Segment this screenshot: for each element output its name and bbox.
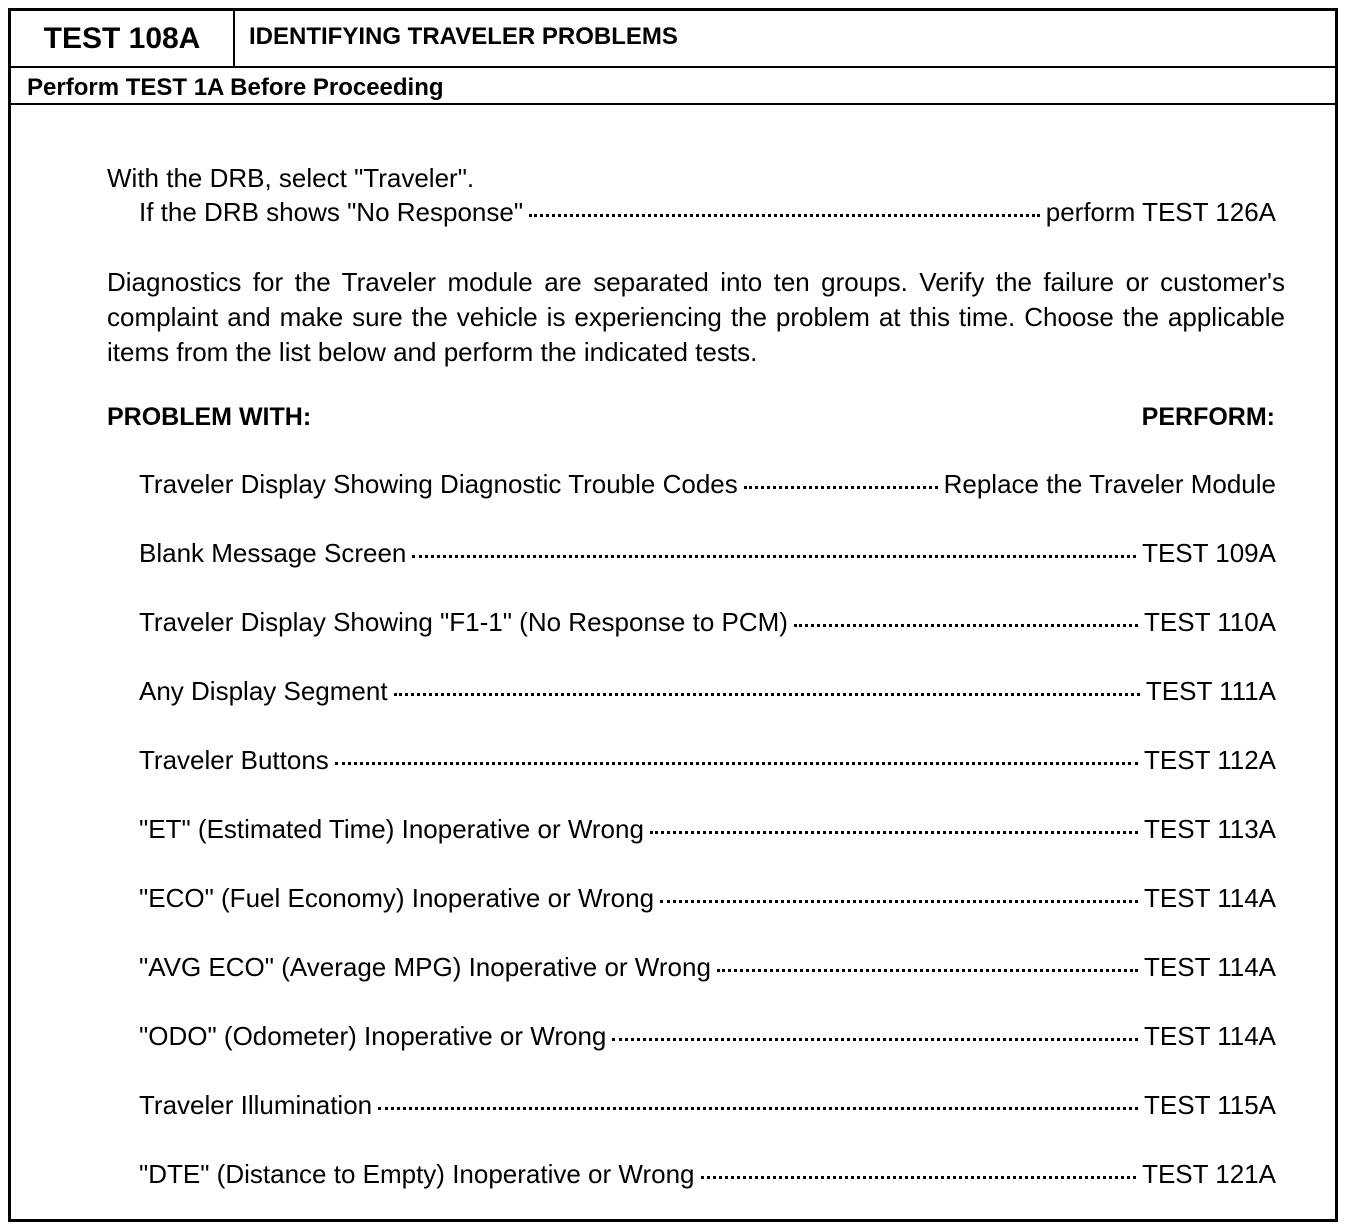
problem-label: "ET" (Estimated Time) Inoperative or Wrong [139, 814, 644, 844]
intro-line: With the DRB, select "Traveler". [107, 163, 475, 193]
leader-dots [794, 624, 1138, 627]
perform-action: TEST 114A [1144, 952, 1276, 982]
perform-action: Replace the Traveler Module [943, 469, 1276, 499]
problem-label: "ECO" (Fuel Economy) Inoperative or Wrong [139, 883, 655, 913]
perform-action: TEST 109A [1142, 538, 1276, 568]
leader-dots [701, 1176, 1137, 1179]
leader-dots [529, 214, 1040, 217]
problem-row [139, 952, 1276, 983]
leader-dots [378, 1107, 1138, 1110]
instruction-paragraph: Diagnostics for the Traveler module are separated into ten groups. Verify the failure or customer's complaint and make sure the vehicle is experiencing the problem at this time. Choose the applicable items from the list below and perform the indicated tests. [107, 267, 1285, 367]
perform-action: TEST 121A [1142, 1159, 1276, 1189]
problem-row [139, 814, 1276, 845]
problem-row [139, 745, 1276, 776]
intro-condition-label: If the DRB shows "No Response" [139, 197, 524, 227]
problem-label: Blank Message Screen [139, 538, 407, 568]
perform-action: TEST 113A [1144, 814, 1276, 844]
leader-dots [394, 693, 1140, 696]
leader-dots [612, 1038, 1138, 1041]
perform-action: TEST 111A [1145, 676, 1276, 706]
problem-row [139, 1090, 1276, 1121]
problem-row [139, 538, 1276, 569]
problem-label: Traveler Illumination [139, 1090, 373, 1120]
intro-condition-row [139, 197, 1276, 228]
problem-row [139, 1021, 1276, 1052]
perform-action: TEST 114A [1144, 1021, 1276, 1051]
problem-header: PROBLEM WITH: [107, 403, 312, 431]
problem-label: Traveler Display Showing "F1-1" (No Response to PCM) [139, 607, 788, 637]
problem-row [139, 1159, 1276, 1190]
problem-label: "DTE" (Distance to Empty) Inoperative or Wrong [139, 1159, 695, 1189]
problem-row [139, 676, 1276, 707]
leader-dots [650, 831, 1138, 834]
prerequisite-row [11, 68, 1335, 105]
perform-action: TEST 110A [1144, 607, 1276, 637]
problem-label: "ODO" (Odometer) Inoperative or Wrong [139, 1021, 607, 1051]
content-area [11, 105, 1335, 1219]
intro-condition-action: perform TEST 126A [1045, 197, 1276, 227]
perform-action: TEST 112A [1144, 745, 1276, 775]
perform-action: TEST 114A [1144, 883, 1276, 913]
test-title: IDENTIFYING TRAVELER PROBLEMS [249, 23, 678, 50]
leader-dots [335, 762, 1138, 765]
leader-dots [717, 969, 1138, 972]
test-id: TEST 108A [11, 11, 235, 66]
header-row [11, 11, 1335, 68]
problem-row [139, 469, 1276, 500]
perform-header: PERFORM: [1141, 403, 1275, 431]
leader-dots [412, 555, 1136, 558]
problem-label: "AVG ECO" (Average MPG) Inoperative or Wrong [139, 952, 711, 982]
leader-dots [660, 900, 1138, 903]
table-header-row [107, 403, 1275, 432]
problem-row [139, 607, 1276, 638]
leader-dots [744, 486, 938, 489]
problem-label: Traveler Display Showing Diagnostic Trouble Codes [139, 469, 738, 499]
prerequisite-text: Perform TEST 1A Before Proceeding [27, 74, 444, 101]
problem-label: Traveler Buttons [139, 745, 329, 775]
perform-action: TEST 115A [1144, 1090, 1276, 1120]
problem-label: Any Display Segment [139, 676, 388, 706]
document-frame [8, 8, 1338, 1222]
problem-row [139, 883, 1276, 914]
